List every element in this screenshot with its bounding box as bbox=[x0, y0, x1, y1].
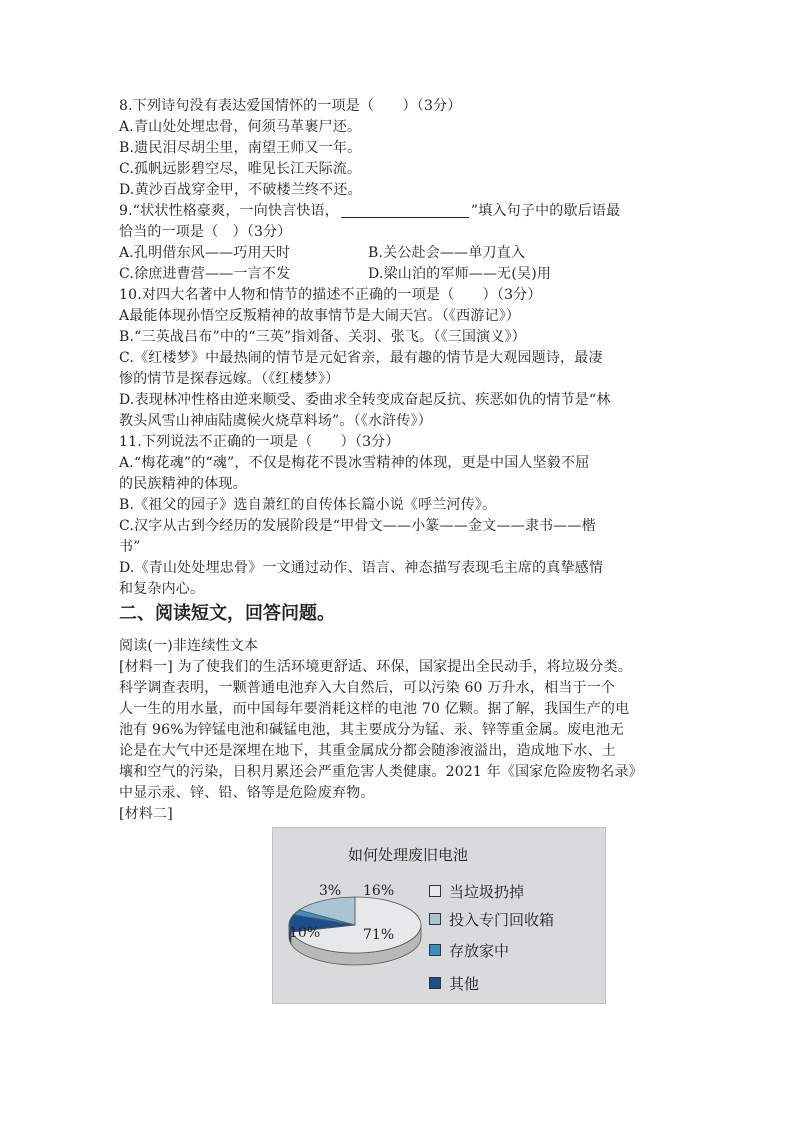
material2-label: [材料二] bbox=[119, 806, 173, 822]
legend-item bbox=[429, 880, 524, 902]
material1-line: 科学调查表明，一颗普通电池弃入大自然后，可以污染 60 万升水，相当于一个 bbox=[119, 680, 616, 696]
material1-line: 中显示汞、锌、铅、铬等是危险废弃物。 bbox=[119, 785, 375, 801]
q11-line: 书” bbox=[119, 539, 141, 555]
q8-stem: 8.下列诗句没有表达爱国情怀的一项是（ ）（3分） bbox=[119, 98, 462, 114]
q9-stem-line2: 恰当的一项是（ ）（3分） bbox=[119, 224, 292, 240]
q8-option-b: B.遗民泪尽胡尘里，南望王师又一年。 bbox=[119, 140, 362, 156]
material1-line: 论是在大气中还是深埋在地下，其重金属成分都会随渗液溢出，造成地下水、土 bbox=[119, 743, 616, 759]
q11-line: D.《青山处处埋忠骨》一文通过动作、语言、神态描写表现毛主席的真挚感情 bbox=[119, 560, 604, 576]
q9-stem-line1 bbox=[119, 201, 679, 222]
q11-line: 的民族精神的体现。 bbox=[119, 476, 247, 492]
q10-line: B.“三英战吕布”中的“三英”指刘备、关羽、张飞。（《三国演义》） bbox=[119, 329, 526, 345]
legend-swatch bbox=[429, 944, 441, 956]
q9-options-row2 bbox=[119, 264, 679, 285]
material1-line: [材料一] 为了使我们的生活环境更舒适、环保，国家提出全民动手，将垃圾分类。 bbox=[119, 659, 632, 675]
legend-item bbox=[429, 972, 479, 994]
q9-stem-part-a: 9.“状状性格豪爽，一向快言快语， bbox=[119, 203, 339, 219]
q10-line: C.《红楼梦》中最热闹的情节是元妃省亲，最有趣的情节是大观园题诗，最凄 bbox=[119, 350, 603, 366]
pie-chart bbox=[273, 865, 433, 1005]
legend-label: 投入专门回收箱 bbox=[449, 910, 555, 929]
legend-label: 当垃圾扔掉 bbox=[449, 882, 525, 901]
legend-label: 其他 bbox=[449, 974, 480, 993]
q8-option-a: A.青山处处埋忠骨，何须马革裹尸还。 bbox=[119, 119, 362, 135]
q9-option-d: D.梁山泊的军师——无(吴)用 bbox=[368, 266, 552, 282]
q9-answer-blank bbox=[341, 203, 469, 218]
material1-line: 池有 96%为锌锰电池和碱锰电池，其主要成分为锰、汞、锌等重金属。废电池无 bbox=[119, 722, 624, 738]
reading-label: 阅读(一)非连续性文本 bbox=[119, 638, 259, 654]
pie-value-label: 71% bbox=[363, 927, 395, 943]
legend-swatch bbox=[429, 885, 441, 897]
q8-option-c: C.孤帆远影碧空尽，唯见长江天际流。 bbox=[119, 161, 362, 177]
material1-line: 人一生的用水量，而中国每年要消耗这样的电池 70 亿颗。据了解，我国生产的电 bbox=[119, 701, 630, 717]
q10-line: 教头风雪山神庙陆虞候火烧草料场”。（《水浒传》） bbox=[119, 413, 432, 429]
q10-line: 惨的情节是探春远嫁。（《红楼梦》） bbox=[119, 371, 340, 387]
q11-line: A.“梅花魂”的“魂”，不仅是梅花不畏冰雪精神的体现，更是中国人坚毅不屈 bbox=[119, 455, 590, 471]
legend-swatch bbox=[429, 913, 441, 925]
q9-option-b: B.关公赴会——单刀直入 bbox=[368, 245, 526, 261]
legend-item bbox=[429, 939, 509, 961]
q10-line: A最能体现孙悟空反叛精神的故事情节是大闹天宫。（《西游记》） bbox=[119, 308, 521, 324]
q11-line: C.汉字从古到今经历的发展阶段是“甲骨文——小篆——金文——隶书——楷 bbox=[119, 518, 596, 534]
legend-label: 存放家中 bbox=[449, 941, 510, 960]
q11-line: 和复杂内心。 bbox=[119, 581, 205, 597]
material1-line: 壤和空气的污染，日积月累还会严重危害人类健康。2021 年《国家危险废物名录》 bbox=[119, 764, 643, 780]
q9-option-c: C.徐庶进曹营——一言不发 bbox=[119, 266, 291, 282]
q10-line: D.表现林冲性格由逆来顺受、委曲求全转变成奋起反抗、疾恶如仇的情节是“林 bbox=[119, 392, 611, 408]
q9-options-row1 bbox=[119, 243, 679, 264]
battery-disposal-chart bbox=[272, 827, 606, 1004]
pie-value-label: 10% bbox=[289, 925, 321, 941]
q8-option-d: D.黄沙百战穿金甲，不破楼兰终不还。 bbox=[119, 182, 362, 198]
legend-swatch bbox=[429, 977, 441, 989]
legend-item bbox=[429, 908, 554, 930]
q11-line: B.《祖父的园子》选自萧红的自传体长篇小说《呼兰河传》。 bbox=[119, 497, 497, 513]
chart-title: 如何处理废旧电池 bbox=[347, 846, 468, 864]
section-title: 二、阅读短文，回答问题。 bbox=[119, 603, 335, 624]
q10-stem: 10.对四大名著中人物和情节的描述不正确的一项是（ ）（3分） bbox=[119, 287, 542, 303]
q9-option-a: A.孔明借东风——巧用天时 bbox=[119, 245, 291, 261]
q11-stem: 11.下列说法不正确的一项是（ ）（3分） bbox=[119, 434, 400, 450]
pie-value-label: 3% bbox=[319, 883, 342, 899]
q9-stem-part-b: ”填入句子中的歇后语最 bbox=[470, 203, 621, 219]
pie-value-label: 16% bbox=[363, 883, 395, 899]
